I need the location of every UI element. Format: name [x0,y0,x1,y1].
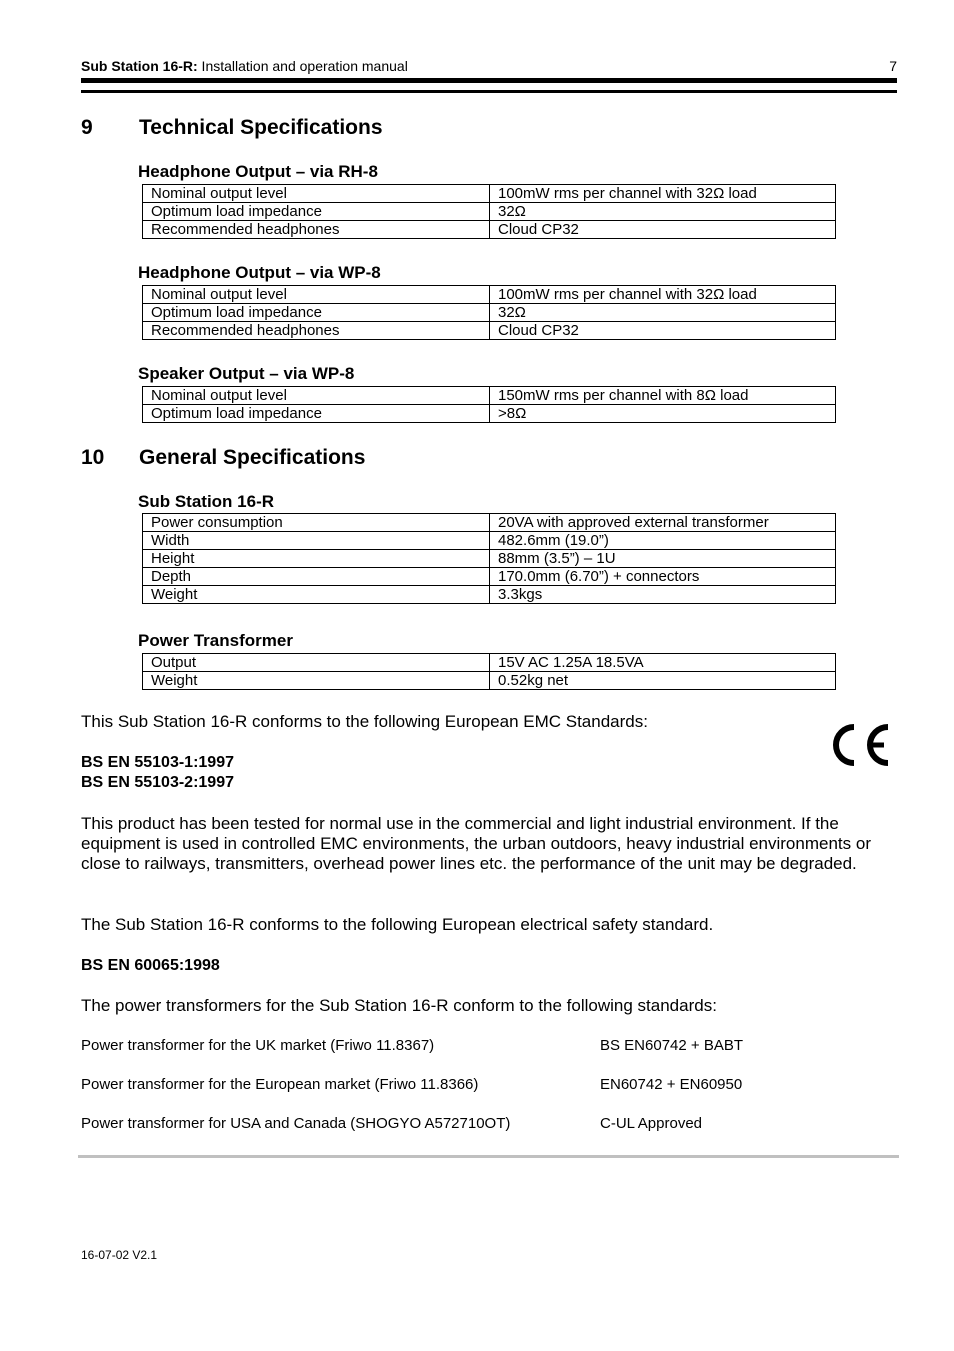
table-heading: Sub Station 16-R [138,492,275,511]
table-row: Recommended headphones Cloud CP32 [143,322,836,340]
safety-intro: The Sub Station 16-R conforms to the following European electrical safety standard. [81,915,714,934]
table-row: Nominal output level 150mW rms per channel with 8Ω load [143,387,836,405]
ce-mark-icon [826,722,892,768]
emc-note: This product has been tested for normal use in the commercial and light industrial environment. If the equipment is used in controlled EMC environments, the urban outdoors, heavy industrial environments or close to railways, transmitters, overhead power lines etc. the performance of the unit may be degraded. [81,814,871,873]
spec-table-sub-station [142,513,836,604]
footer-rule [78,1155,899,1158]
table-row: Optimum load impedance 32Ω [143,304,836,322]
transformer-intro: The power transformers for the Sub Station 16-R conform to the following standards: [81,996,717,1015]
version-label: 16-07-02 V2.1 [81,1248,158,1262]
table-heading: Headphone Output – via WP-8 [138,263,381,282]
table-row: Nominal output level 100mW rms per channel with 32Ω load [143,286,836,304]
table-row: Weight 0.52kg net [143,672,836,690]
spec-table-power-transformer [142,653,836,690]
section-9-heading: 9 Technical Specifications [81,116,383,139]
spec-table-speaker-wp8 [142,386,836,423]
table-row: Power consumption 20VA with approved external transformer [143,514,836,532]
manual-title: Sub Station 16-R: Installation and operation manual [81,58,408,74]
table-row: Weight 3.3kgs [143,586,836,604]
table-row: Height 88mm (3.5”) – 1U [143,550,836,568]
section-10-heading: 10 General Specifications [81,446,366,469]
transformer-desc: Power transformer for USA and Canada (SHOGYO A572710OT) [81,1115,511,1132]
table-row: Output 15V AC 1.25A 18.5VA [143,654,836,672]
table-row: Width 482.6mm (19.0”) [143,532,836,550]
emc-standard: BS EN 55103-2:1997 [81,774,234,791]
transformer-desc: Power transformer for the UK market (Friwo 11.8367) [81,1037,435,1054]
transformer-desc: Power transformer for the European market (Friwo 11.8366) [81,1076,479,1093]
table-heading: Speaker Output – via WP-8 [138,364,355,383]
transformer-standard: BS EN60742 + BABT [600,1037,743,1054]
emc-standard: BS EN 55103-1:1997 [81,754,234,771]
page-number: 7 [889,58,897,74]
transformer-standard: EN60742 + EN60950 [600,1076,743,1093]
spec-table-headphone-rh8 [142,184,836,239]
spec-table-headphone-wp8 [142,285,836,340]
page-header [81,58,897,74]
transformer-standard: C-UL Approved [600,1115,702,1132]
emc-intro: This Sub Station 16-R conforms to the following European EMC Standards: [81,712,648,731]
ce-mark-c [836,727,854,763]
safety-standard: BS EN 60065:1998 [81,957,220,974]
header-rule-thick [81,78,897,83]
table-row: Optimum load impedance 32Ω [143,203,836,221]
table-heading: Headphone Output – via RH-8 [138,162,378,181]
table-row: Depth 170.0mm (6.70”) + connectors [143,568,836,586]
table-row: Nominal output level 100mW rms per channel with 32Ω load [143,185,836,203]
table-row: Optimum load impedance >8Ω [143,405,836,423]
header-rule-thin [81,90,897,93]
table-heading: Power Transformer [138,631,293,650]
table-row: Recommended headphones Cloud CP32 [143,221,836,239]
